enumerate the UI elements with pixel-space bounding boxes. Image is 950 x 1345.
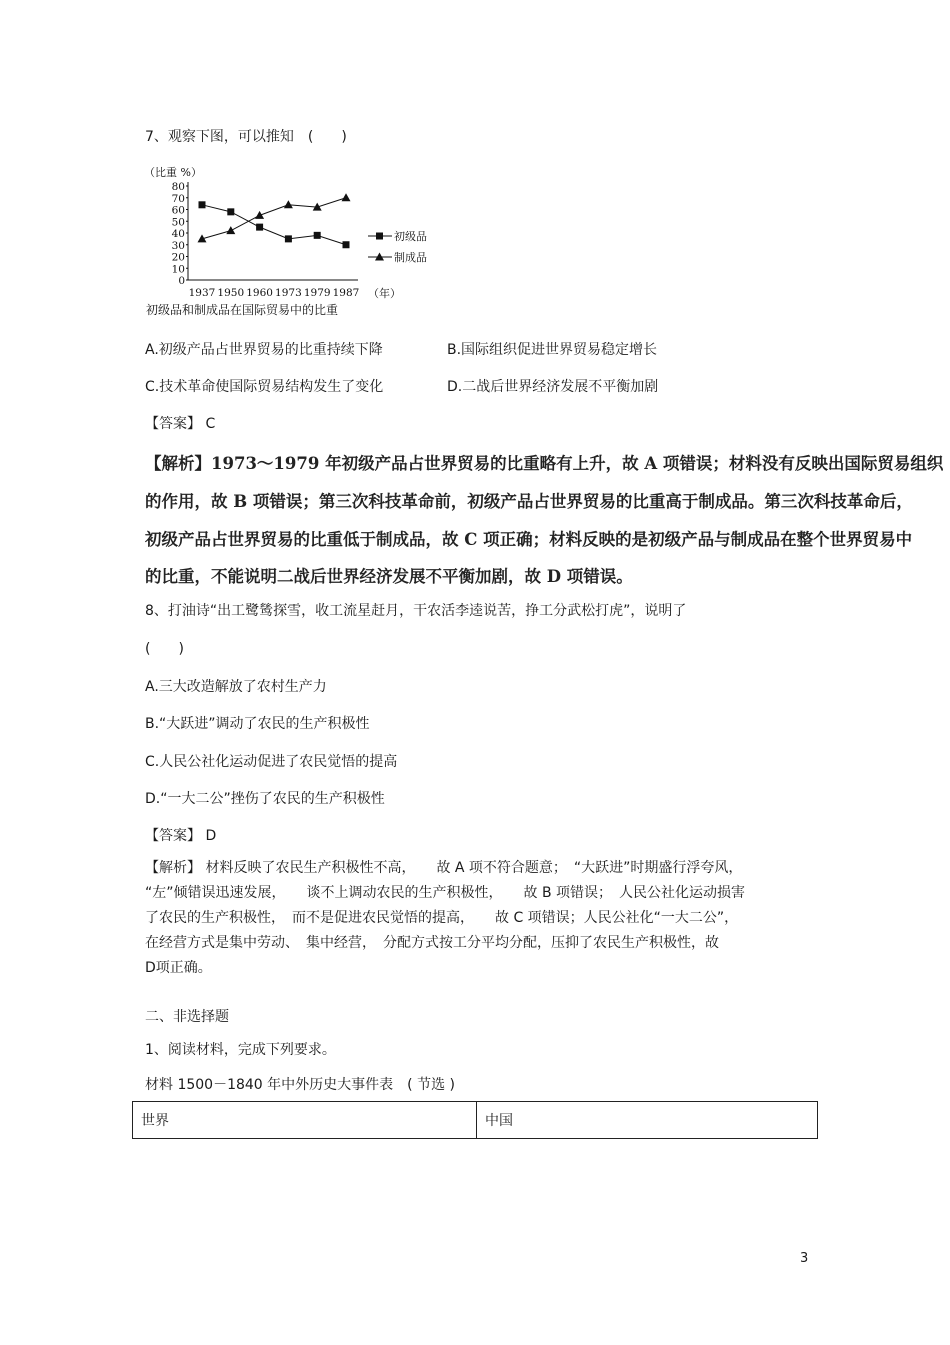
table-row	[133, 1102, 818, 1139]
q8-option-d: D.“一大二公”挫伤了农民的生产积极性	[145, 791, 385, 807]
x-tick-label: 1979	[303, 287, 331, 299]
q8-option-a: A.三大改造解放了农村生产力	[145, 679, 327, 695]
q8-explanation-line: 【解析】 材料反映了农民生产积极性不高， 故 A 项不符合题意； “大跃进”时期盛行浮夸风，	[145, 860, 743, 876]
legend-label: 初级品	[394, 230, 427, 243]
q8-stem-bracket: ( )	[145, 641, 184, 657]
data-point-square	[285, 235, 292, 242]
events-table	[132, 1101, 818, 1139]
chart-legend	[368, 230, 427, 264]
y-tick-label: 20	[171, 251, 185, 264]
y-tick-label: 0	[178, 275, 185, 287]
q8-option-c: C.人民公社化运动促进了农民觉悟的提高	[145, 754, 398, 770]
data-point-square	[199, 201, 206, 208]
x-tick-labels	[189, 287, 360, 299]
y-tick-label: 80	[171, 181, 185, 193]
q7-option-a: A.初级产品占世界贸易的比重持续下降	[145, 342, 383, 358]
q8-explanation-line: 在经营方式是集中劳动、 集中经营， 分配方式按工分平均分配，压抑了农民生产积极性，故	[145, 935, 719, 951]
x-tick-label: 1960	[246, 287, 273, 299]
data-point-square	[227, 208, 234, 215]
data-point-triangle	[226, 226, 235, 234]
data-point-triangle	[255, 211, 264, 219]
series-lines	[202, 198, 346, 245]
q7-answer: 【答案】 C	[145, 416, 216, 432]
page-number: 3	[800, 1251, 809, 1266]
q8-answer: 【答案】 D	[145, 828, 217, 844]
series-markers	[198, 193, 351, 248]
table-header-world: 世界	[133, 1102, 477, 1139]
data-point-square	[256, 224, 263, 231]
q7-option-d: D.二战后世界经济发展不平衡加剧	[447, 379, 659, 395]
legend-label: 制成品	[394, 251, 427, 264]
material-caption: 材料 1500－1840 年中外历史大事件表 ( 节选 )	[145, 1077, 455, 1093]
legend-marker-square	[376, 233, 383, 240]
y-tick-labels	[172, 181, 188, 287]
q8-explanation-line: D项正确。	[145, 960, 212, 976]
chart-axes	[188, 182, 358, 280]
table-header-china: 中国	[477, 1102, 818, 1139]
q8-option-b: B.“大跃进”调动了农民的生产积极性	[145, 716, 370, 732]
q7-explanation-line: 的比重，不能说明二战后世界经济发展不平衡加剧，故 D 项错误。	[145, 567, 633, 586]
q7-explanation-line: 【解析】1973～1979 年初级产品占世界贸易的比重略有上升，故 A 项错误；材料没有反映出国际贸易组织	[145, 454, 944, 473]
data-point-triangle	[284, 200, 293, 208]
x-tick-label: 1937	[188, 287, 216, 299]
trade-share-line-chart	[140, 162, 430, 320]
y-tick-label: 30	[171, 239, 185, 252]
x-axis-label: （年）	[368, 287, 401, 300]
x-tick-label: 1973	[275, 287, 302, 299]
y-tick-label: 40	[171, 228, 185, 240]
q7-option-b: B.国际组织促进世界贸易稳定增长	[447, 342, 658, 358]
y-tick-label: 50	[171, 216, 185, 229]
y-tick-label: 10	[171, 263, 185, 276]
data-point-square	[343, 241, 350, 248]
x-tick-label: 1987	[332, 287, 360, 299]
x-tick-label: 1950	[217, 287, 245, 299]
q8-explanation-line: “左”倾错误迅速发展， 谈不上调动农民的生产积极性， 故 B 项错误； 人民公社化运动损害	[145, 885, 746, 901]
q7-stem: 7、观察下图，可以推知 ( )	[145, 129, 347, 145]
y-tick-label: 70	[171, 192, 185, 205]
q8-stem: 8、打油诗“出工鹭鸶探雪，收工流星赶月，干农活李逵说苦，挣工分武松打虎”，说明了	[145, 603, 687, 619]
q7-explanation-line: 的作用，故 B 项错误；第三次科技革命前，初级产品占世界贸易的比重高于制成品。第三次科技革命后，	[145, 492, 913, 511]
q7-explanation-line: 初级产品占世界贸易的比重低于制成品，故 C 项正确；材料反映的是初级产品与制成品在整个世界贸易中	[145, 530, 913, 549]
chart-caption: 初级品和制成品在国际贸易中的比重	[146, 303, 339, 317]
series-line-primary	[202, 205, 346, 245]
data-point-triangle	[342, 193, 351, 201]
y-axis-label: （比重 %）	[144, 166, 202, 179]
section-title: 二、非选择题	[145, 1009, 229, 1025]
q8-explanation-line: 了农民的生产积极性， 而不是促进农民觉悟的提高， 故 C 项错误；人民公社化“一大二公”，	[145, 910, 739, 926]
section2-q1: 1、阅读材料，完成下列要求。	[145, 1042, 336, 1058]
data-point-square	[314, 232, 321, 239]
y-tick-label: 60	[171, 204, 185, 217]
q7-option-c: C.技术革命使国际贸易结构发生了变化	[145, 379, 384, 395]
